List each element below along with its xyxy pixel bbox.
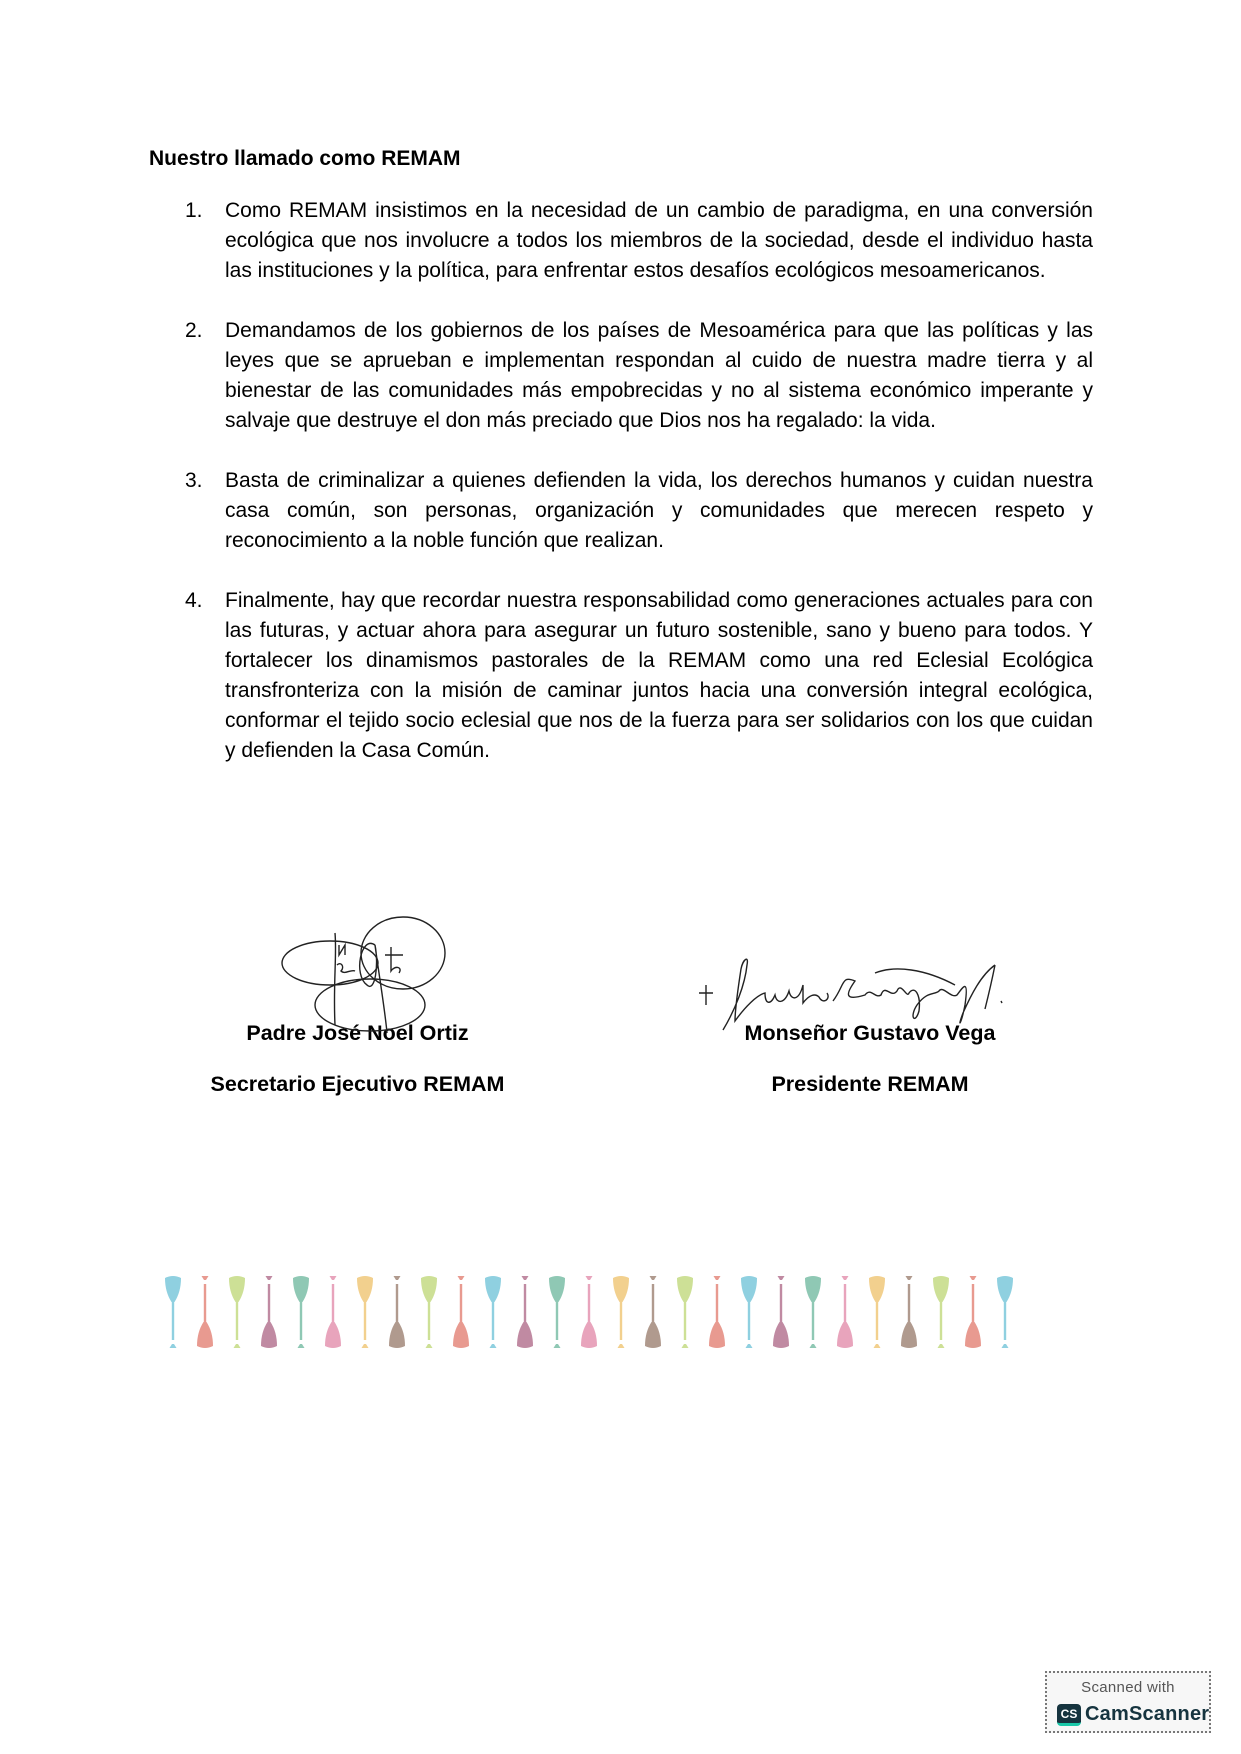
watermark-brand — [1057, 1703, 1209, 1726]
list-item — [150, 586, 1093, 766]
list-text: Basta de criminalizar a quienes defienden la vida, los derechos humanos y cuidan nuestra casa común, son personas, organización y comunidades que merecen respeto y reconocimiento a la noble función que realizan. — [225, 469, 1093, 552]
paddle-up-icon — [157, 1274, 189, 1350]
list-text: Finalmente, hay que recordar nuestra responsabilidad como generaciones actuales para con las futuras, y actuar ahora para asegurar un futuro sostenible, sano y bueno para todos. Y fortalecer los dinamismos pastorales de la REMAM como una red Eclesial Ecológica transfronteriza con la misión de caminar juntos hacia una conversión integral ecológica, conformar el tejido socio eclesial que nos de la fuerza para ser solidarios con los que cuidan y defienden la Casa Común. — [225, 589, 1093, 762]
paddle-up-icon — [861, 1274, 893, 1350]
list-number: 2. — [185, 319, 203, 342]
list-text: Como REMAM insistimos en la necesidad de un cambio de paradigma, en una conversión ecológica que nos involucre a todos los miembros de la sociedad, desde el individuo hasta las instituciones y la política, para enfrentar estos desafíos ecológicos mesoamericanos. — [225, 199, 1093, 282]
demands-list — [150, 196, 1093, 796]
paddle-up-icon — [669, 1274, 701, 1350]
signer-title: Secretario Ejecutivo REMAM — [210, 1072, 505, 1096]
paddle-down-icon — [829, 1274, 861, 1350]
signer-name: Monseñor Gustavo Vega — [744, 1021, 996, 1045]
paddle-up-icon — [925, 1274, 957, 1350]
paddle-down-icon — [189, 1274, 221, 1350]
list-number: 3. — [185, 469, 203, 492]
paddle-up-icon — [349, 1274, 381, 1350]
paddle-decoration — [157, 1274, 1037, 1350]
signature-block-left — [150, 1015, 565, 1102]
signer-name: Padre José Noel Ortiz — [246, 1021, 469, 1045]
paddle-up-icon — [541, 1274, 573, 1350]
watermark-brand-name: CamScanner — [1085, 1703, 1210, 1725]
paddle-down-icon — [637, 1274, 669, 1350]
paddle-down-icon — [381, 1274, 413, 1350]
paddle-up-icon — [733, 1274, 765, 1350]
paddle-down-icon — [701, 1274, 733, 1350]
paddle-up-icon — [285, 1274, 317, 1350]
list-item — [150, 466, 1093, 556]
paddle-down-icon — [957, 1274, 989, 1350]
paddle-up-icon — [221, 1274, 253, 1350]
paddle-down-icon — [317, 1274, 349, 1350]
camscanner-watermark — [1045, 1671, 1211, 1733]
paddle-up-icon — [477, 1274, 509, 1350]
paddle-down-icon — [765, 1274, 797, 1350]
paddle-up-icon — [797, 1274, 829, 1350]
signature-block-right — [660, 1015, 1080, 1102]
paddle-down-icon — [573, 1274, 605, 1350]
camscanner-logo-icon: CS — [1057, 1704, 1081, 1726]
paddle-up-icon — [989, 1274, 1021, 1350]
paddle-down-icon — [509, 1274, 541, 1350]
list-number: 4. — [185, 589, 203, 612]
section-heading: Nuestro llamado como REMAM — [149, 147, 461, 170]
paddle-up-icon — [605, 1274, 637, 1350]
list-number: 1. — [185, 199, 203, 222]
paddle-up-icon — [413, 1274, 445, 1350]
list-item — [150, 196, 1093, 286]
paddle-down-icon — [445, 1274, 477, 1350]
paddle-down-icon — [253, 1274, 285, 1350]
paddle-down-icon — [893, 1274, 925, 1350]
list-item — [150, 316, 1093, 436]
signer-title: Presidente REMAM — [771, 1072, 969, 1096]
list-text: Demandamos de los gobiernos de los países de Mesoamérica para que las políticas y las leyes que se aprueban e implementan respondan al cuido de nuestra madre tierra y al bienestar de las comunidades más empobrecidas y no al sistema económico imperante y salvaje que destruye el don más preciado que Dios nos ha regalado: la vida. — [225, 319, 1093, 432]
watermark-caption: Scanned with — [1081, 1679, 1175, 1696]
